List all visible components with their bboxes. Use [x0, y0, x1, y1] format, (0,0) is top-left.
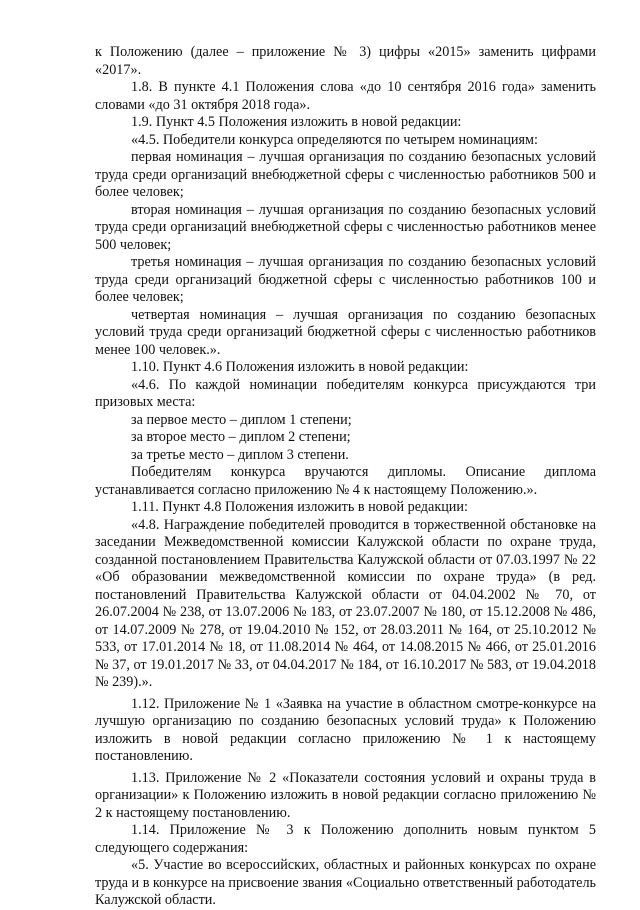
paragraph-1-11: 1.11. Пункт 4.8 Положения изложить в новой редакции: [131, 499, 468, 515]
paragraph-nomination-3: третья номинация – лучшая организация по созданию безопасных условий труда среди организаций бюджетной сферы с численностью работников 100 и более человек; [95, 254, 596, 305]
paragraph-place-3: за третье место – диплом 3 степени. [131, 446, 349, 463]
paragraph-1-12: 1.12. Приложение № 1 «Заявка на участие в областном смотре-конкурсе на лучшую организацию по созданию безопасных условий труда» к Положению изложить в новой редакции согласно приложению № 1 к настоящему постановлению. [95, 695, 596, 764]
paragraph-nomination-1: первая номинация – лучшая организация по созданию безопасных условий труда среди организаций внебюджетной сферы с численностью работников 500 и более человек; [95, 149, 596, 200]
paragraph-nomination-4: четвертая номинация – лучшая организация по созданию безопасных условий труда среди организаций бюджетной сферы с численностью работников менее 100 человек.». [95, 306, 596, 358]
document-body [95, 44, 596, 910]
paragraph-1-10: 1.10. Пункт 4.6 Положения изложить в новой редакции: [131, 359, 469, 375]
paragraph-place-1: за первое место – диплом 1 степени; [131, 411, 352, 428]
paragraph-item-5: «5. Участие во всероссийских, областных и районных конкурсах по охране труда и в конкурсе на присвоение звания «Социально ответственный работодатель Калужской области. [95, 857, 596, 908]
paragraph-1-8: 1.8. В пункте 4.1 Положения слова «до 10 сентября 2016 года» заменить словами «до 31 октября 2018 года». [95, 79, 596, 113]
paragraph-diplomas: Победителям конкурса вручаются дипломы. Описание диплома устанавливается согласно приложению № 4 к настоящему Положению.». [95, 464, 596, 498]
paragraph-4-6: «4.6. По каждой номинации победителям конкурса присуждаются три призовых места: [95, 376, 596, 410]
paragraph-4-5: «4.5. Победители конкурса определяются по четырем номинациям: [131, 131, 538, 148]
paragraph-1-13: 1.13. Приложение № 2 «Показатели состояния условий и охраны труда в организации» к Положению изложить в новой редакции согласно приложению № 2 к настоящему постановлению. [95, 769, 596, 821]
paragraph-1-14: 1.14. Приложение № 3 к Положению дополнить новым пунктом 5 следующего содержания: [95, 822, 596, 856]
paragraph-1-9: 1.9. Пункт 4.5 Положения изложить в новой редакции: [131, 114, 462, 130]
paragraph-4-8: «4.8. Награждение победителей проводится в торжественной обстановке на заседании Межведомственной комиссии Калужской области по охране труда, созданной постановлением Правительства Калужской области от 07.03.1997 № 22 «Об образовании межведомственной комиссии по охране труда» (в ред. постановлений Правительства Калужской области от 04.04.2002 № 70, от 26.07.2004 № 238, от 13.07.2006 № 183, от 23.07.2007 № 180, от 15.12.2008 № 486, от 14.07.2009 № 278, от 19.04.2010 № 152, от 28.03.2011 № 164, от 25.10.2012 № 533, от 17.01.2014 № 18, от 11.08.2014 № 464, от 14.08.2015 № 466, от 25.01.2016 № 37, от 19.01.2017 № 33, от 04.04.2017 № 184, от 16.10.2017 № 583, от 19.04.2018 № 239).». [95, 516, 596, 690]
paragraph-nomination-2: вторая номинация – лучшая организация по созданию безопасных условий труда среди организаций внебюджетной сферы с численностью работников менее 500 человек; [95, 201, 596, 253]
paragraph-continuation: к Положению (далее – приложение № 3) цифры «2015» заменить цифрами «2017». [95, 44, 596, 78]
paragraph-place-2: за второе место – диплом 2 степени; [131, 429, 351, 445]
